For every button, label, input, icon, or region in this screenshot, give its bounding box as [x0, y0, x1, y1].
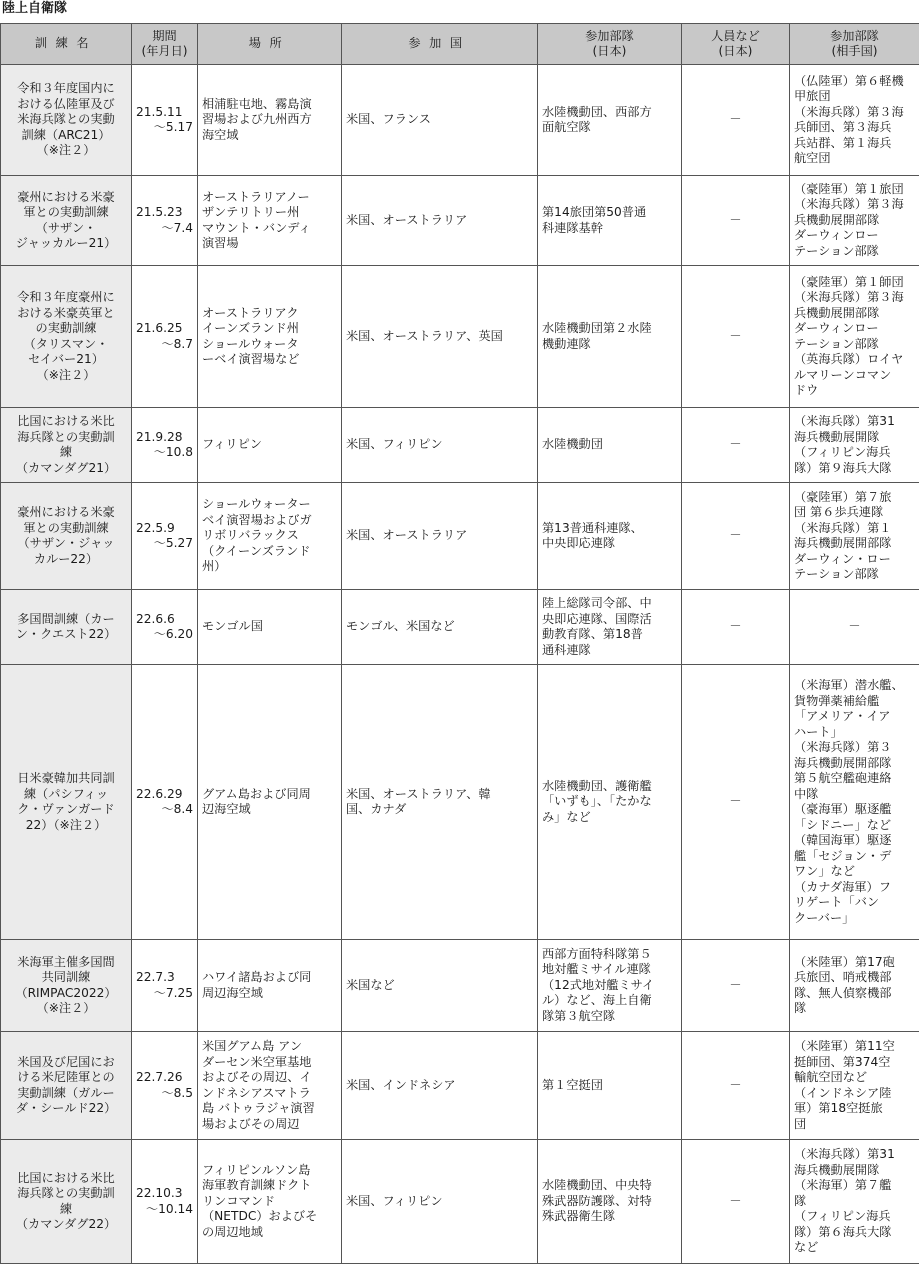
partner-units: （豪陸軍）第１旅団 （米海兵隊）第３海 兵機動展開部隊 ダーウィンロー テーション部隊: [790, 176, 919, 266]
period-start: 21.6.25: [136, 321, 183, 335]
header-countries: 参加国: [342, 24, 538, 65]
training-period: [132, 590, 198, 665]
header-name: 訓練名: [1, 24, 132, 65]
period-start: 22.5.9: [136, 520, 175, 535]
japan-units: 水陸機動団、護衛艦 「いずも」、「たかな み」など: [538, 665, 682, 940]
training-location: 米国グアム島 アン ダーセン米空軍基地 およびその周辺、イ ンドネシアスマトラ 島 バトゥラジャ演習 場およびその周辺: [198, 1032, 342, 1140]
training-name: 多国間訓練（カー ン・クエスト22）: [1, 590, 132, 665]
partner-units: （豪陸軍）第７旅 団 第６歩兵連隊 （米海兵隊）第１ 海兵機動展開部隊 ダーウィン・ロー テーション部隊: [790, 483, 919, 590]
training-name: 令和３年度国内に おける仏陸軍及び 米海兵隊との実動 訓練（ARC21） （※注２）: [1, 65, 132, 176]
training-countries: 米国、フィリピン: [342, 408, 538, 483]
training-countries: モンゴル、米国など: [342, 590, 538, 665]
table-row: [1, 1032, 919, 1140]
personnel: －: [682, 408, 790, 483]
period-start: 21.5.23: [136, 205, 183, 219]
training-name: 令和３年度豪州に おける米豪英軍と の実動訓練 （タリスマン・ セイバー21） （※注２）: [1, 266, 132, 408]
japan-units: 水陸機動団、西部方 面航空隊: [538, 65, 682, 176]
training-location: ショールウォーター ベイ演習場およびガ リボリバラックス （クイーンズランド 州）: [198, 483, 342, 590]
partner-units: （米海軍）潜水艦、 貨物弾薬補給艦 「アメリア・イア ハート」 （米海兵隊）第３ 海兵機動展開部隊 第５航空艦砲連絡 中隊 （豪海軍）駆逐艦 「シドニー」など （韓国海軍）駆逐 艦「セジョン・デ ワン」など （カナダ海軍）フ リゲート「バン クーバー」: [790, 665, 919, 940]
training-location: フィリピン: [198, 408, 342, 483]
table-row: [1, 483, 919, 590]
partner-units: （仏陸軍）第６軽機 甲旅団 （米海兵隊）第３海 兵師団、第３海兵 兵站群、第１海兵 航空団: [790, 65, 919, 176]
table-row: [1, 266, 919, 408]
training-countries: 米国、オーストラリア、韓 国、カナダ: [342, 665, 538, 940]
training-name: 豪州における米豪 軍との実動訓練 （サザン・ジャッ カルー22）: [1, 483, 132, 590]
header-personnel: 人員など (日本): [682, 24, 790, 65]
period-end: ～8.5: [161, 1085, 193, 1100]
period-end: ～5.27: [153, 536, 193, 550]
period-start: 22.7.26: [136, 1070, 183, 1084]
personnel: －: [682, 266, 790, 408]
section-title: 陸上自衛隊: [2, 1, 68, 16]
japan-units: 水陸機動団、中央特 殊武器防護隊、対特 殊武器衛生隊: [538, 1140, 682, 1264]
header-row: [1, 24, 919, 65]
training-location: オーストラリアノー ザンテリトリー州 マウント・バンディ 演習場: [198, 176, 342, 266]
period-start: 21.5.11: [136, 104, 183, 119]
header-partner-units: 参加部隊 (相手国): [790, 24, 919, 65]
training-location: オーストラリアク イーンズランド州 ショールウォータ ーベイ演習場など: [198, 266, 342, 408]
training-name: 米国及び尼国にお ける米尼陸軍との 実動訓練（ガルー ダ・シールド22）: [1, 1032, 132, 1140]
period-start: 21.9.28: [136, 429, 183, 444]
training-period: [132, 940, 198, 1032]
japan-units: 陸上総隊司令部、中 央即応連隊、国際活 動教育隊、第18普 通科連隊: [538, 590, 682, 665]
training-countries: 米国、インドネシア: [342, 1032, 538, 1140]
training-name: 日米豪韓加共同訓 練（パシフィッ ク・ヴァンガード 22）（※注２）: [1, 665, 132, 940]
period-end: ～8.7: [161, 336, 193, 351]
training-countries: 米国など: [342, 940, 538, 1032]
personnel: －: [682, 1140, 790, 1264]
period-end: ～7.25: [153, 985, 193, 1000]
personnel: －: [682, 65, 790, 176]
period-end: ～10.8: [153, 445, 193, 459]
partner-units: －: [790, 590, 919, 665]
period-end: ～5.17: [153, 120, 193, 134]
training-period: [132, 1140, 198, 1264]
japan-units: 第13普通科連隊、 中央即応連隊: [538, 483, 682, 590]
table-row: [1, 408, 919, 483]
table-row: [1, 665, 919, 940]
period-end: ～7.4: [161, 220, 193, 235]
training-period: [132, 483, 198, 590]
partner-units: （豪陸軍）第１師団 （米海兵隊）第３海 兵機動展開部隊 ダーウィンロー テーション部隊 （英海兵隊）ロイヤ ルマリーンコマン ドウ: [790, 266, 919, 408]
partner-units: （米陸軍）第17砲 兵旅団、哨戒機部 隊、無人偵察機部 隊: [790, 940, 919, 1032]
period-end: ～8.4: [161, 802, 193, 816]
training-name: 米海軍主催多国間 共同訓練 （RIMPAC2022） （※注２）: [1, 940, 132, 1032]
training-location: モンゴル国: [198, 590, 342, 665]
personnel: －: [682, 176, 790, 266]
training-countries: 米国、フランス: [342, 65, 538, 176]
table-row: [1, 1140, 919, 1264]
partner-units: （米海兵隊）第31 海兵機動展開隊 （米海軍）第７艦 隊 （フィリピン海兵 隊）第６海兵大隊 など: [790, 1140, 919, 1264]
partner-units: （米海兵隊）第31 海兵機動展開隊 （フィリピン海兵 隊）第９海兵大隊: [790, 408, 919, 483]
personnel: －: [682, 1032, 790, 1140]
training-name: 豪州における米豪 軍との実動訓練 （サザン・ ジャッカルー21）: [1, 176, 132, 266]
period-end: ～10.14: [145, 1201, 193, 1216]
training-period: [132, 65, 198, 176]
training-table: [0, 23, 919, 1264]
training-location: ハワイ諸島および同 周辺海空域: [198, 940, 342, 1032]
training-location: フィリピンルソン島 海軍教育訓練ドクト リンコマンド （NETDC）およびそ の周辺地域: [198, 1140, 342, 1264]
japan-units: 西部方面特科隊第５ 地対艦ミサイル連隊 （12式地対艦ミサイ ル）など、海上自衛 隊第３航空隊: [538, 940, 682, 1032]
training-countries: 米国、オーストラリア: [342, 176, 538, 266]
period-start: 22.7.3: [136, 970, 175, 984]
table-row: [1, 590, 919, 665]
training-name: 比国における米比 海兵隊との実動訓 練 （カマンダグ22）: [1, 1140, 132, 1264]
japan-units: 水陸機動団第２水陸 機動連隊: [538, 266, 682, 408]
training-name: 比国における米比 海兵隊との実動訓 練 （カマンダグ21）: [1, 408, 132, 483]
training-period: [132, 1032, 198, 1140]
personnel: －: [682, 483, 790, 590]
training-location: グアム島および同周 辺海空域: [198, 665, 342, 940]
training-location: 相浦駐屯地、霧島演 習場および九州西方 海空域: [198, 65, 342, 176]
period-start: 22.6.29: [136, 786, 183, 801]
period-start: 22.6.6: [136, 611, 175, 626]
header-period: 期間 (年月日): [132, 24, 198, 65]
japan-units: 第14旅団第50普通 科連隊基幹: [538, 176, 682, 266]
table-row: [1, 940, 919, 1032]
table-row: [1, 65, 919, 176]
personnel: －: [682, 940, 790, 1032]
table-row: [1, 176, 919, 266]
training-countries: 米国、フィリピン: [342, 1140, 538, 1264]
header-japan-units: 参加部隊 (日本): [538, 24, 682, 65]
training-period: [132, 266, 198, 408]
header-location: 場所: [198, 24, 342, 65]
training-period: [132, 665, 198, 940]
personnel: －: [682, 665, 790, 940]
personnel: －: [682, 590, 790, 665]
training-period: [132, 408, 198, 483]
period-start: 22.10.3: [136, 1186, 183, 1200]
period-end: ～6.20: [153, 627, 193, 641]
training-countries: 米国、オーストラリア: [342, 483, 538, 590]
japan-units: 第１空挺団: [538, 1032, 682, 1140]
training-countries: 米国、オーストラリア、英国: [342, 266, 538, 408]
japan-units: 水陸機動団: [538, 408, 682, 483]
training-period: [132, 176, 198, 266]
partner-units: （米陸軍）第11空 挺師団、第374空 輸航空団など （インドネシア陸 軍）第18空挺旅 団: [790, 1032, 919, 1140]
